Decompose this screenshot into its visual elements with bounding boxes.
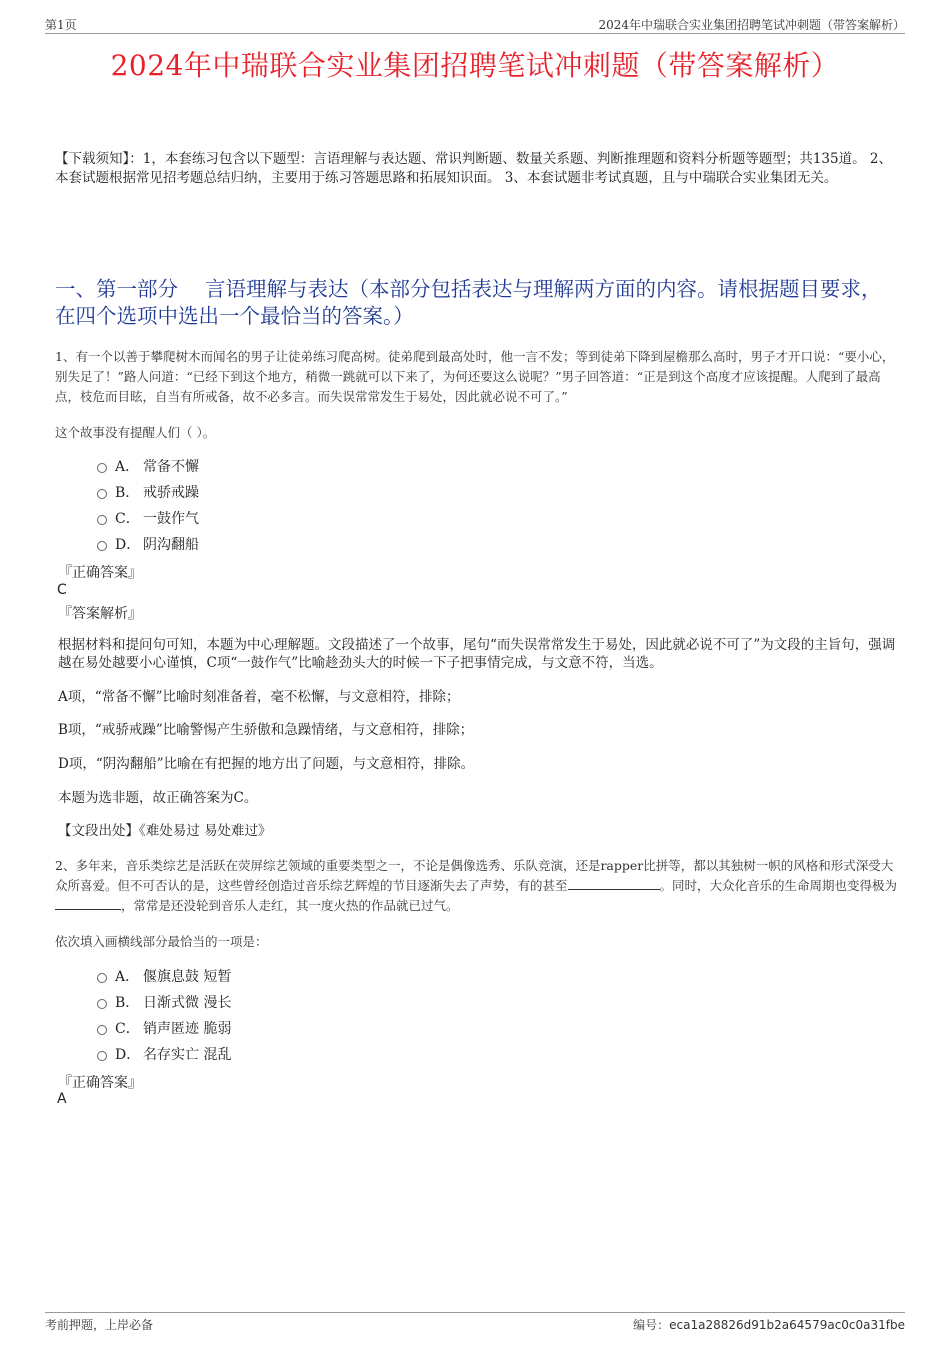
document-title: 2024年中瑞联合实业集团招聘笔试冲刺题（带答案解析）: [110, 49, 840, 82]
radio-icon[interactable]: [97, 541, 107, 551]
header-doc-title: 2024年中瑞联合实业集团招聘笔试冲刺题（带答案解析）: [598, 18, 905, 32]
question-1-option-d[interactable]: D． 阴沟翻船: [97, 531, 199, 557]
question-1-option-c[interactable]: C． 一鼓作气: [97, 505, 199, 531]
question-1-source: 【文段出处】《难处易过 易处难过》: [58, 823, 272, 839]
question-1-analysis-b: B项，“戒骄戒躁”比喻警惕产生骄傲和急躁情绪，与文意相符，排除；: [58, 722, 474, 738]
question-1-analysis-main: 根据材料和提问句可知，本题为中心理解题。文段描述了一个故事，尾句“而失误常常发生于易处，因此就必说不可了”为文段的主旨句，强调越在易处越要小心谨慎，C项“一鼓作气”比喻趁劲头大的时候一下子把事情完成，与文意不符，当选。: [58, 637, 896, 671]
radio-icon[interactable]: [97, 515, 107, 525]
question-2-option-b[interactable]: B． 日渐式微 漫长: [97, 989, 231, 1015]
section-heading: 一、第一部分 言语理解与表达（本部分包括表达与理解两方面的内容。请根据题目要求，在四个选项中选出一个最恰当的答案。）: [55, 277, 882, 328]
page-footer: [45, 1312, 905, 1332]
question-1-option-a[interactable]: A． 常备不懈: [97, 453, 199, 479]
page-header: [45, 14, 905, 34]
footer-slogan: 考前押题，上岸必备: [45, 1318, 154, 1332]
radio-icon[interactable]: [97, 463, 107, 473]
question-2-options: [97, 963, 231, 1067]
fill-blank-1[interactable]: [568, 878, 660, 890]
question-1-options: [97, 453, 199, 557]
radio-icon[interactable]: [97, 1025, 107, 1035]
question-1-analysis-a: A项，“常备不懈”比喻时刻准备着，毫不松懈，与文意相符，排除；: [58, 689, 460, 705]
radio-icon[interactable]: [97, 489, 107, 499]
question-1-answer: C: [57, 582, 67, 598]
question-1-body: 1、有一个以善于攀爬树木而闻名的男子让徒弟练习爬高树。徒弟爬到最高处时，他一言不发；等到徒弟下降到屋檐那么高时，男子才开口说：“要小心，别失足了！”路人问道：“已经下到这个地方，稍微一跳就可以下来了，为何还要这么说呢？”男子回答道：“正是到这个高度才应该提醒。人爬到了最高点，枝危而目眩，自当有所戒备，故不必多言。而失误常常发生于易处，因此就必说不可了。”: [55, 349, 895, 404]
question-1-analysis-conclusion: 本题为选非题，故正确答案为C。: [58, 790, 258, 806]
question-1-option-b[interactable]: B． 戒骄戒躁: [97, 479, 199, 505]
footer-serial: 编号：eca1a28826d91b2a64579ac0c0a31fbe: [633, 1318, 905, 1332]
question-2-option-c[interactable]: C． 销声匿迹 脆弱: [97, 1015, 231, 1041]
question-1-analysis-label: 『答案解析』: [58, 606, 142, 622]
question-2-prompt: 依次填入画横线部分最恰当的一项是：: [55, 934, 268, 949]
download-notice: 【下载须知】：1，本套练习包含以下题型：言语理解与表达题、常识判断题、数量关系题、判断推理题和资料分析题等题型；共135道。 2、本套试题根据常见招考题总结归纳，主要用于练习答题思路和拓展知识面。 3、本套试题非考试真题，且与中瑞联合实业集团无关。: [55, 151, 892, 186]
question-2-answer-label: 『正确答案』: [58, 1075, 142, 1091]
radio-icon[interactable]: [97, 1051, 107, 1061]
question-1-analysis-d: D项，“阴沟翻船”比喻在有把握的地方出了问题，与文意相符，排除。: [58, 756, 475, 772]
page-number: 第1页: [45, 18, 77, 32]
question-2-answer: A: [57, 1091, 67, 1107]
question-1-prompt: 这个故事没有提醒人们（ ）。: [55, 425, 216, 440]
question-2-option-d[interactable]: D． 名存实亡 混乱: [97, 1041, 231, 1067]
fill-blank-2[interactable]: [55, 898, 121, 910]
radio-icon[interactable]: [97, 973, 107, 983]
question-2-option-a[interactable]: A． 偃旗息鼓 短暂: [97, 963, 231, 989]
radio-icon[interactable]: [97, 999, 107, 1009]
question-2-body: 2、多年来，音乐类综艺是活跃在荧屏综艺领域的重要类型之一，不论是偶像选秀、乐队竞演，还是rapper比拼等，都以其独树一帜的风格和形式深受大众所喜爱。但不可否认的是，这些曾经创造过音乐综艺辉煌的节目逐渐失去了声势，有的甚至 。同时，大众化音乐的生命周期也变得极为，常常是还没轮到音乐人走红，其一度火热的作品就已过气。: [55, 858, 898, 913]
question-1-answer-label: 『正确答案』: [58, 565, 142, 581]
